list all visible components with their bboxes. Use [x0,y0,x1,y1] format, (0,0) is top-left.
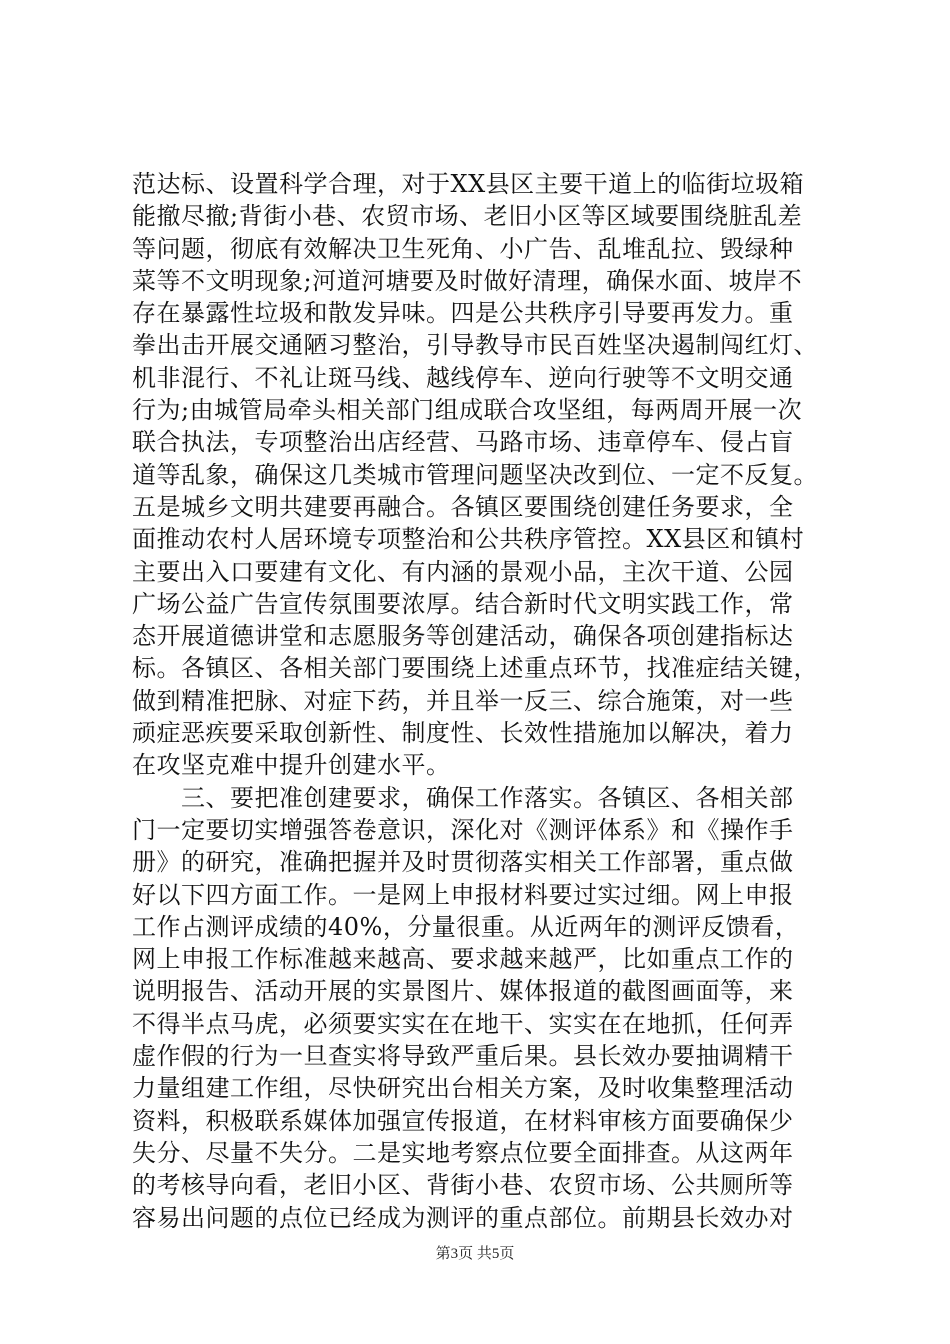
body-line: 态开展道德讲堂和志愿服务等创建活动，确保各项创建指标达 [132,622,794,651]
body-line: 失分、尽量不失分。二是实地考察点位要全面排查。从这两年 [132,1138,794,1167]
page-number-footer: 第3页 共5页 [435,1246,515,1262]
body-line: 顽症恶疾要采取创新性、制度性、长效性措施加以解决，着力 [132,719,794,748]
body-line: 网上申报工作标准越来越高、要求越来越严，比如重点工作的 [132,945,794,974]
body-line: 虚作假的行为一旦查实将导致严重后果。县长效办要抽调精干 [132,1042,794,1071]
body-line: 广场公益广告宣传氛围要浓厚。结合新时代文明实践工作，常 [132,589,794,618]
body-line: 机非混行、不礼让斑马线、越线停车、逆向行驶等不文明交通 [132,363,794,392]
body-line: 范达标、设置科学合理，对于XX县区主要干道上的临街垃圾箱 [132,170,805,198]
body-line: 行为;由城管局牵头相关部门组成联合攻坚组，每两周开展一次 [132,396,803,425]
body-line: 说明报告、活动开展的实景图片、媒体报道的截图画面等，来 [132,977,794,1006]
body-line: 道等乱象，确保这几类城市管理问题坚决改到位、一定不反复。 [132,460,818,489]
body-line: 容易出问题的点位已经成为测评的重点部位。前期县长效办对 [132,1203,794,1232]
body-line: 在攻坚克难中提升创建水平。 [132,751,451,780]
body-line: 五是城乡文明共建要再融合。各镇区要围绕创建任务要求，全 [132,492,794,521]
body-line: 工作占测评成绩的40%，分量很重。从近两年的测评反馈看， [132,912,800,941]
document-body [132,168,822,1234]
body-line: 等问题，彻底有效解决卫生死角、小广告、乱堆乱拉、毁绿种 [132,234,794,263]
body-line: 力量组建工作组，尽快研究出台相关方案，及时收集整理活动 [132,1074,794,1103]
body-line: 主要出入口要建有文化、有内涵的景观小品，主次干道、公园 [132,557,794,586]
body-line: 拳出击开展交通陋习整治，引导教导市民百姓坚决遏制闯红灯、 [132,331,818,360]
body-line: 门一定要切实增强答卷意识，深化对《测评体系》和《操作手 [132,815,794,844]
body-line: 的考核导向看，老旧小区、背街小巷、农贸市场、公共厕所等 [132,1171,794,1200]
body-line: 面推动农村人居环境专项整治和公共秩序管控。XX县区和镇村 [132,525,805,554]
body-line: 资料，积极联系媒体加强宣传报道，在材料审核方面要确保少 [132,1106,794,1135]
body-line: 存在暴露性垃圾和散发异味。四是公共秩序引导要再发力。重 [132,299,794,328]
body-line: 菜等不文明现象;河道河塘要及时做好清理，确保水面、坡岸不 [132,266,803,295]
body-line: 标。各镇区、各相关部门要围绕上述重点环节，找准症结关键， [132,654,818,683]
body-line: 不得半点马虎，必须要实实在在地干、实实在在地抓，任何弄 [132,1009,794,1038]
paragraph-start-line: 三、要把准创建要求，确保工作落实。各镇区、各相关部 [132,783,794,812]
body-line: 册》的研究，准确把握并及时贯彻落实相关工作部署，重点做 [132,848,794,877]
body-line: 联合执法，专项整治出店经营、马路市场、违章停车、侵占盲 [132,428,794,457]
body-line: 好以下四方面工作。一是网上申报材料要过实过细。网上申报 [132,880,794,909]
body-line: 做到精准把脉、对症下药，并且举一反三、综合施策，对一些 [132,686,794,715]
body-line: 能撤尽撤;背街小巷、农贸市场、老旧小区等区域要围绕脏乱差 [132,202,803,231]
